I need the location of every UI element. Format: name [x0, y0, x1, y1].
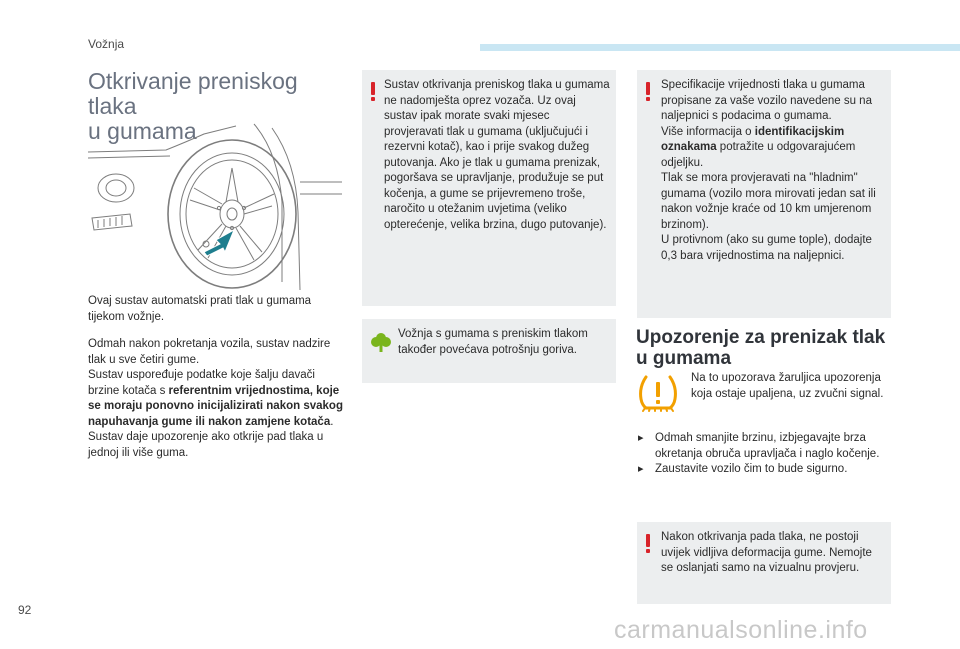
bottom-warning-text: Nakon otkrivanja pada tlaka, ne postoji uvijek vidljiva deformacija gume. Nemojte se oslanjati samo na vizualnu provjeru.: [661, 531, 872, 574]
list-item: [637, 462, 899, 478]
spec-line-c: Tlak se mora provjeravati na "hladnim" gumama (vozilo mora mirovati jedan sat ili nakon vožnje kraće od 10 km umjerenom brzinom).: [661, 172, 876, 231]
eco-tree-icon: [370, 331, 392, 353]
step-text: Odmah smanjite brzinu, izbjegavajte brza okretanja obruča upravljača i naglo kočenje.: [655, 432, 880, 460]
warning-box-text: Sustav otkrivanja preniskog tlaka u gumama ne nadomješta oprez vozača. Uz ovaj sustav ipak morate svaki mjesec provjeravati tlak u gumama (uključujući i rezervni kotač), kao i prije svakog dužeg putovanja. Ako je tlak u gumama prenizak, pogoršava se upravljanje, produžuje se put kočenja, a gume se prijevremeno troše, naročito u otežanim uvjetima (veliko opterećenje, velika brzina, dugo putovanje).: [384, 79, 610, 231]
eco-info-text: Vožnja s gumama s preniskim tlakom također povećava potrošnju goriva.: [398, 328, 588, 356]
section-label: Vožnja: [88, 37, 125, 51]
warning-box-specifications: [637, 70, 891, 318]
step-text: Zaustavite vozilo čim to bude sigurno.: [655, 463, 848, 475]
alert-title-line1: Upozorenje za prenizak tlak: [636, 327, 886, 348]
tyre-pressure-warning-icon: [637, 373, 679, 413]
intro-para-1: Ovaj sustav automatski prati tlak u gumama tijekom vožnje.: [88, 295, 312, 323]
intro-para-2b: Sustav uspoređuje podatke koje šalju davači brzine kotača s: [88, 369, 315, 397]
warning-exclamation-icon: [645, 82, 651, 100]
page-title-line2: u gumama: [88, 118, 197, 144]
eco-info-box: [362, 319, 616, 383]
intro-text: [88, 294, 348, 473]
page-number: 92: [18, 603, 32, 617]
intro-para-2-end: .: [330, 415, 334, 428]
warning-box-visual-check: [637, 522, 891, 604]
spec-text: [661, 78, 887, 264]
alert-title-line2: u gumama: [636, 348, 732, 369]
alert-section-title: [636, 327, 906, 369]
warning-lamp-text: Na to upozorava žaruljica upozorenja koja ostaje upaljena, uz zvučni signal.: [691, 372, 884, 400]
spec-line-d: U protivnom (ako su gume tople), dodajte 0,3 bara vrijednostima na naljepnici.: [661, 234, 872, 262]
warning-exclamation-icon: [645, 534, 651, 552]
spec-line-b-post: potražite u odgovarajućem odjeljku.: [661, 141, 856, 169]
spec-line-b-pre: Više informacija o: [661, 125, 755, 138]
arrow-bullet-icon: ▸: [638, 432, 644, 444]
intro-para-2: [88, 337, 348, 461]
intro-para-2a: Odmah nakon pokretanja vozila, sustav nadzire tlak u sve četiri gume.: [88, 338, 331, 366]
spec-line-a: Specifikacije vrijednosti tlaka u gumama propisane za vaše vozilo navedene su na naljepnici s podacima o gumama.: [661, 79, 872, 122]
warning-exclamation-icon: [370, 82, 376, 100]
spec-line-b-bold: identifikacijskim oznakama: [661, 125, 845, 153]
page-title-line1: Otkrivanje preniskog tlaka: [88, 68, 298, 119]
header-accent-bar: [480, 44, 960, 51]
arrow-bullet-icon: ▸: [638, 463, 644, 475]
intro-para-2c: Sustav daje upozorenje ako otkrije pad tlaka u jednoj ili više guma.: [88, 431, 324, 459]
intro-para-2-bold: referentnim vrijednostima, koje se moraju ponovno inicijalizirati nakon svakog napuhavanja gume ili nakon zamjene kotača: [88, 384, 343, 428]
action-steps-list: [637, 431, 899, 478]
wheel-illustration: [86, 122, 342, 290]
warning-box-monthly-check: [362, 70, 616, 306]
watermark: carmanualsonline.info: [614, 616, 868, 644]
list-item: [637, 431, 899, 462]
